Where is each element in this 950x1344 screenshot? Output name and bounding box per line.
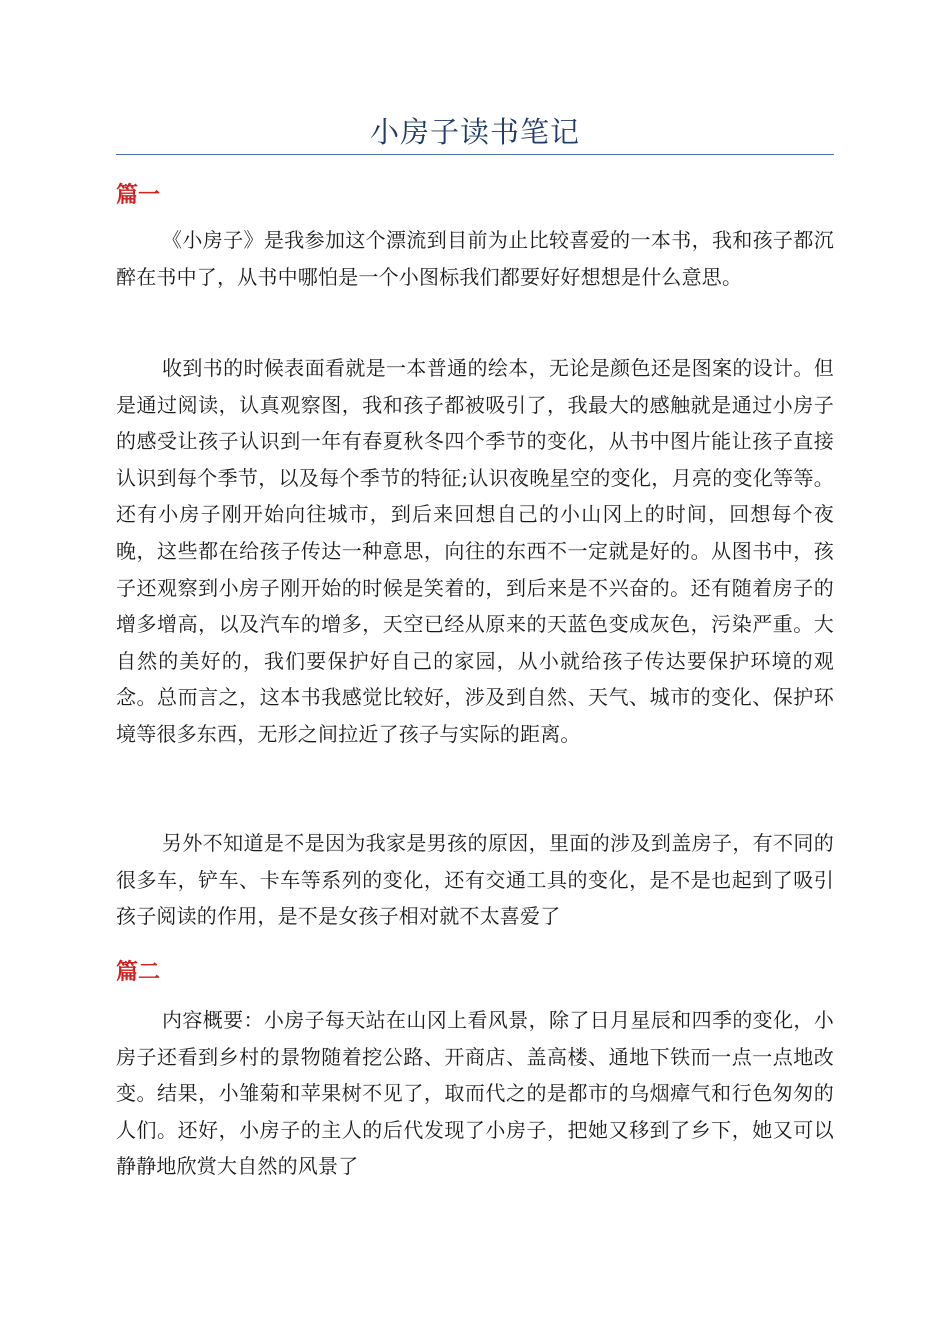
title-underline (116, 154, 834, 155)
section-heading-2: 篇二 (116, 960, 161, 985)
paragraph: 《小房子》是我参加这个漂流到目前为止比较喜爱的一本书，我和孩子都沉醉在书中了，从书中哪怕是一个小图标我们都要好好想想是什么意思。 (116, 228, 834, 289)
section-heading-1: 篇一 (116, 183, 161, 208)
paragraph: 另外不知道是不是因为我家是男孩的原因，里面的涉及到盖房子，有不同的很多车，铲车、卡车等系列的变化，还有交通工具的变化，是不是也起到了吸引孩子阅读的作用，是不是女孩子相对就不太喜爱了 (116, 831, 834, 929)
page-title: 小房子读书笔记 (369, 115, 580, 149)
paragraph: 内容概要：小房子每天站在山冈上看风景，除了日月星辰和四季的变化，小房子还看到乡村的景物随着挖公路、开商店、盖高楼、通地下铁而一点一点地改变。结果，小雏菊和苹果树不见了，取而代之的是都市的乌烟瘴气和行色匆匆的人们。还好，小房子的主人的后代发现了小房子，把她又移到了乡下，她又可以静静地欣赏大自然的风景了 (116, 1008, 834, 1179)
paragraph: 收到书的时候表面看就是一本普通的绘本，无论是颜色还是图案的设计。但是通过阅读，认真观察图，我和孩子都被吸引了，我最大的感触就是通过小房子的感受让孩子认识到一年有春夏秋冬四个季节的变化，从书中图片能让孩子直接认识到每个季节，以及每个季节的特征;认识夜晚星空的变化，月亮的变化等等。还有小房子刚开始向往城市，到后来回想自己的小山冈上的时间，回想每个夜晚，这些都在给孩子传达一种意思，向往的东西不一定就是好的。从图书中，孩子还观察到小房子刚开始的时候是笑着的，到后来是不兴奋的。还有随着房子的增多增高，以及汽车的增多，天空已经从原来的天蓝色变成灰色，污染严重。大自然的美好的，我们要保护好自己的家园，从小就给孩子传达要保护环境的观念。总而言之，这本书我感觉比较好，涉及到自然、天气、城市的变化、保护环境等很多东西，无形之间拉近了孩子与实际的距离。 (116, 356, 834, 746)
